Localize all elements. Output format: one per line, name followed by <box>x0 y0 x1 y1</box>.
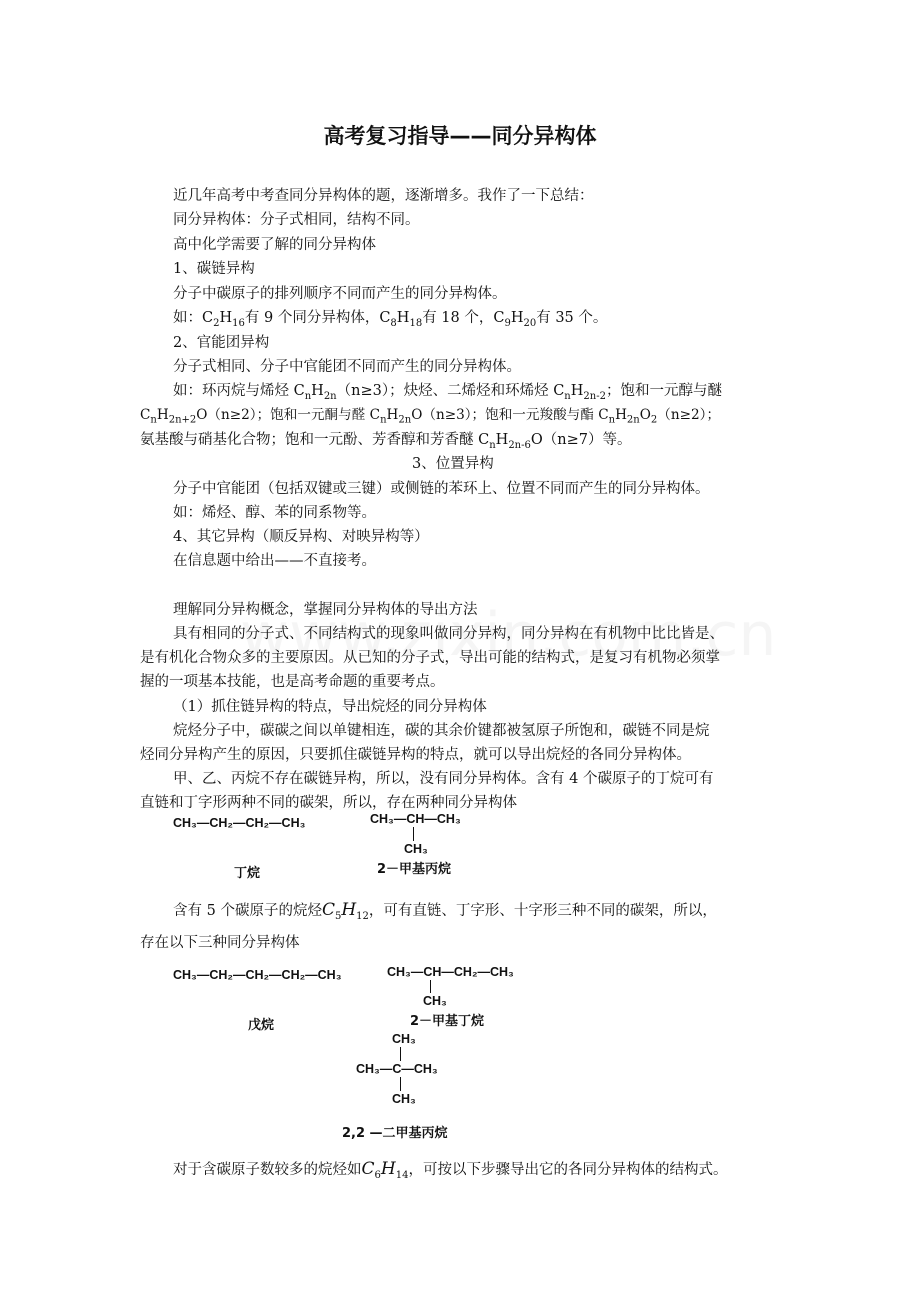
section-heading: （1）抓住链异构的特点，导出烷烃的同分异构体 <box>173 699 487 715</box>
butane-formula: CH₃—CH₂—CH₂—CH₃ <box>173 816 306 830</box>
paragraph-line: 甲、乙、丙烷不存在碳链异构，所以，没有同分异构体。含有 4 个碳原子的丁烷可有 <box>173 771 714 787</box>
paragraph-line: 如：烯烃、醇、苯的同系物等。 <box>173 505 376 521</box>
paragraph-line: 烷烃分子中，碳碳之间以单键相连，碳的其余价键都被氢原子所饱和，碳链不同是烷 <box>173 723 710 739</box>
methylbutane-name: 2－甲基丁烷 <box>410 1014 485 1029</box>
section-heading: 4、其它异构（顺反异构、对映异构等） <box>173 529 429 545</box>
methylbutane-main-chain: CH₃—CH—CH₂—CH₃ <box>387 965 514 979</box>
neopentane-bottom-methyl: CH₃ <box>392 1092 416 1106</box>
bond-line <box>400 1077 401 1091</box>
isobutane-branch: CH₃ <box>404 842 428 856</box>
isobutane-main-chain: CH₃—CH—CH₃ <box>370 812 461 826</box>
paragraph-line: 直链和丁字形两种不同的碳架，所以，存在两种同分异构体 <box>140 795 517 811</box>
paragraph-line: 烃同分异构产生的原因，只要抓住碳链异构的特点，就可以导出烷烃的各同分异构体。 <box>140 747 691 763</box>
bond-line <box>400 1047 401 1061</box>
paragraph-line: 理解同分异构概念，掌握同分异构体的导出方法 <box>173 602 478 618</box>
paragraph-line: 如：环丙烷与烯烃 $C_nH_{2n}(n\ge 3)$；炔烃、二烯烃和环烯烃 $C_nH_{2n-2}$；饱和一元醇与醚 <box>173 383 722 402</box>
paragraph-line: 具有相同的分子式、不同结构式的现象叫做同分异构，同分异构在有机物中比比皆是、 <box>173 626 724 642</box>
paragraph-line: 氨基酸与硝基化合物；饱和一元酚、芳香醇和芳香醚 $C_nH_{2n-6}O(n\ge 7)$等。 <box>140 432 632 451</box>
paragraph-line: 同分异构体：分子式相同，结构不同。 <box>173 212 420 228</box>
section-heading: 1、碳链异构 <box>173 261 255 277</box>
paragraph-line: 握的一项基本技能，也是高考命题的重要考点。 <box>140 674 445 690</box>
section-heading: 3、位置异构 <box>412 456 494 472</box>
methylbutane-branch: CH₃ <box>423 994 447 1008</box>
paragraph-line: 分子式相同、分子中官能团不同而产生的同分异构体。 <box>173 359 521 375</box>
isobutane-name: 2－甲基丙烷 <box>377 862 452 877</box>
paragraph-line: $C_nH_{2n+2}O(n\ge 2)$；饱和一元酮与醛 $C_nH_{2n}O(n\ge 3)$；饱和一元羧酸与酯 $C_nH_{2n}O_2(n\ge 2)$； <box>140 407 721 426</box>
paragraph-line: 存在以下三种同分异构体 <box>140 935 300 951</box>
neopentane-main-chain: CH₃—C—CH₃ <box>356 1062 438 1076</box>
paragraph-line: 分子中官能团（包括双键或三键）或侧链的苯环上、位置不同而产生的同分异构体。 <box>173 481 710 497</box>
bond-line <box>430 980 431 993</box>
pentane-name: 戊烷 <box>248 1018 275 1033</box>
butane-name: 丁烷 <box>234 866 261 881</box>
paragraph-line: 高中化学需要了解的同分异构体 <box>173 237 376 253</box>
neopentane-name: 2,2 —二甲基丙烷 <box>342 1126 448 1141</box>
section-heading: 2、官能团异构 <box>173 335 270 351</box>
paragraph-line: 如：$C_2H_{16}$有 9 个同分异构体，$C_8H_{18}$有 18 个，$C_9H_{20}$有 35 个。 <box>173 310 608 329</box>
paragraph-line: 在信息题中给出——不直接考。 <box>173 553 376 569</box>
bond-line <box>413 827 414 841</box>
pentane-formula: CH₃—CH₂—CH₂—CH₂—CH₃ <box>173 968 342 982</box>
page-title: 高考复习指导——同分异构体 <box>323 124 597 148</box>
neopentane-top-methyl: CH₃ <box>392 1032 416 1046</box>
paragraph-line: 分子中碳原子的排列顺序不同而产生的同分异构体。 <box>173 286 507 302</box>
paragraph-line: 是有机化合物众多的主要原因。从已知的分子式，导出可能的结构式，是复习有机物必须掌 <box>140 650 720 666</box>
paragraph-line: 对于含碳原子数较多的烷烃如$C_6H_{14}$，可按以下步骤导出它的各同分异构体的结构式。 <box>173 1159 728 1181</box>
paragraph-line: 近几年高考中考查同分异构体的题，逐渐增多。我作了一下总结： <box>173 188 594 204</box>
paragraph-line: 含有 5 个碳原子的烷烃$C_5H_{12}$，可有直链、丁字形、十字形三种不同的碳架，所以， <box>173 900 717 922</box>
